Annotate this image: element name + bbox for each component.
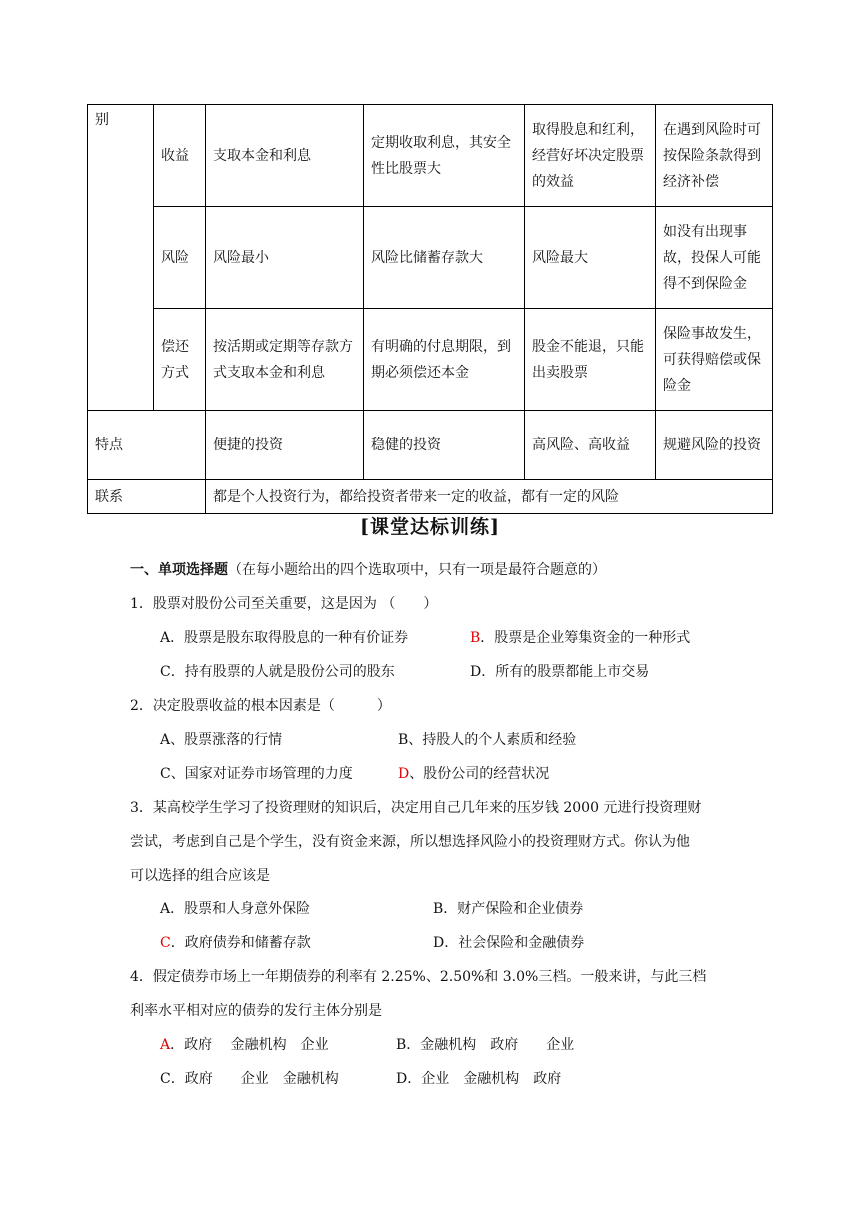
question-4-option-c: C．政府 企业 金融机构 [160, 1071, 339, 1087]
table-cell: 定期收取利息，其安全性比股票大 [364, 105, 525, 207]
row-subheader-income: 收益 [154, 105, 206, 207]
question-1-option-c: C．持有股票的人就是股份公司的股东 [160, 664, 395, 680]
row-header-difference: 别 [88, 105, 154, 411]
question-4-option-b: B．金融机构 政府 企业 [396, 1037, 575, 1053]
table-cell: 保险事故发生，可获得赔偿或保险金 [656, 309, 773, 411]
table-row [88, 105, 773, 207]
table-cell: 支取本金和利息 [206, 105, 364, 207]
question-3-option-c: C．政府债券和储蓄存款 [160, 935, 311, 951]
question-1-option-a: A．股票是股东取得股息的一种有价证券 [160, 630, 409, 646]
table-cell: 在遇到风险时可按保险条款得到经济补偿 [656, 105, 773, 207]
question-3-line-1: 3．某高校学生学习了投资理财的知识后，决定用自己几年来的压岁钱 2000 元进行投资理财 [130, 800, 702, 816]
question-3-option-d: D．社会保险和金融债券 [433, 935, 585, 951]
question-1-option-d: D．所有的股票都能上市交易 [470, 664, 650, 680]
question-2-option-d: D、股份公司的经营状况 [398, 766, 550, 782]
heading-note: （在每小题给出的四个选取项中，只有一项是最符合题意的） [228, 562, 606, 578]
table-cell: 取得股息和红利，经营好坏决定股票的效益 [525, 105, 656, 207]
table-cell: 稳健的投资 [364, 411, 525, 480]
question-3-option-a: A．股票和人身意外保险 [160, 901, 311, 917]
comparison-table [87, 104, 773, 514]
question-3-line-3: 可以选择的组合应该是 [130, 868, 270, 884]
table-cell: 风险比储蓄存款大 [364, 207, 525, 309]
table-row [88, 309, 773, 411]
table-cell: 高风险、高收益 [525, 411, 656, 480]
table-row [88, 411, 773, 480]
heading-bold: 一、单项选择题 [130, 562, 228, 578]
table-cell: 如没有出现事故，投保人可能得不到保险金 [656, 207, 773, 309]
table-row [88, 480, 773, 514]
table-cell: 规避风险的投资 [656, 411, 773, 480]
question-1-option-b: B．股票是企业筹集资金的一种形式 [470, 630, 691, 646]
answer-marker: C [160, 935, 171, 951]
table-row [88, 207, 773, 309]
row-header-connection: 联系 [88, 480, 206, 514]
table-cell: 有明确的付息期限，到期必须偿还本金 [364, 309, 525, 411]
question-2-option-a: A、股票涨落的行情 [160, 732, 283, 748]
question-2-option-c: C、国家对证券市场管理的力度 [160, 766, 353, 782]
table-cell: 便捷的投资 [206, 411, 364, 480]
table-cell: 风险最小 [206, 207, 364, 309]
question-4-line-1: 4．假定债券市场上一年期债券的利率有 2.25%、2.50%和 3.0%三档。一般来讲，与此三档 [130, 969, 707, 985]
row-subheader-risk: 风险 [154, 207, 206, 309]
question-2-stem: 2．决定股票收益的根本因素是（ ） [130, 698, 391, 714]
table-cell: 股金不能退，只能出卖股票 [525, 309, 656, 411]
row-subheader-repayment: 偿还方式 [154, 309, 206, 411]
row-header-features: 特点 [88, 411, 206, 480]
question-4-option-a: A．政府 金融机构 企业 [160, 1037, 329, 1053]
question-4-option-d: D．企业 金融机构 政府 [396, 1071, 562, 1087]
table-cell: 按活期或定期等存款方式支取本金和利息 [206, 309, 364, 411]
answer-marker: B [470, 630, 481, 646]
section-title: [课堂达标训练] [360, 516, 500, 538]
question-3-option-b: B．财产保险和企业债券 [433, 901, 584, 917]
question-1-stem: 1．股票对股份公司至关重要，这是因为 （ ） [130, 596, 438, 612]
table-cell: 都是个人投资行为，都给投资者带来一定的收益，都有一定的风险 [206, 480, 773, 514]
question-3-line-2: 尝试，考虑到自己是个学生，没有资金来源，所以想选择风险小的投资理财方式。你认为他 [130, 834, 690, 850]
answer-marker: A [160, 1037, 171, 1053]
question-2-option-b: B、持股人的个人素质和经验 [398, 732, 577, 748]
answer-marker: D [398, 766, 410, 782]
question-4-line-2: 利率水平相对应的债券的发行主体分别是 [130, 1003, 382, 1019]
table-cell: 风险最大 [525, 207, 656, 309]
section-heading [130, 560, 606, 580]
